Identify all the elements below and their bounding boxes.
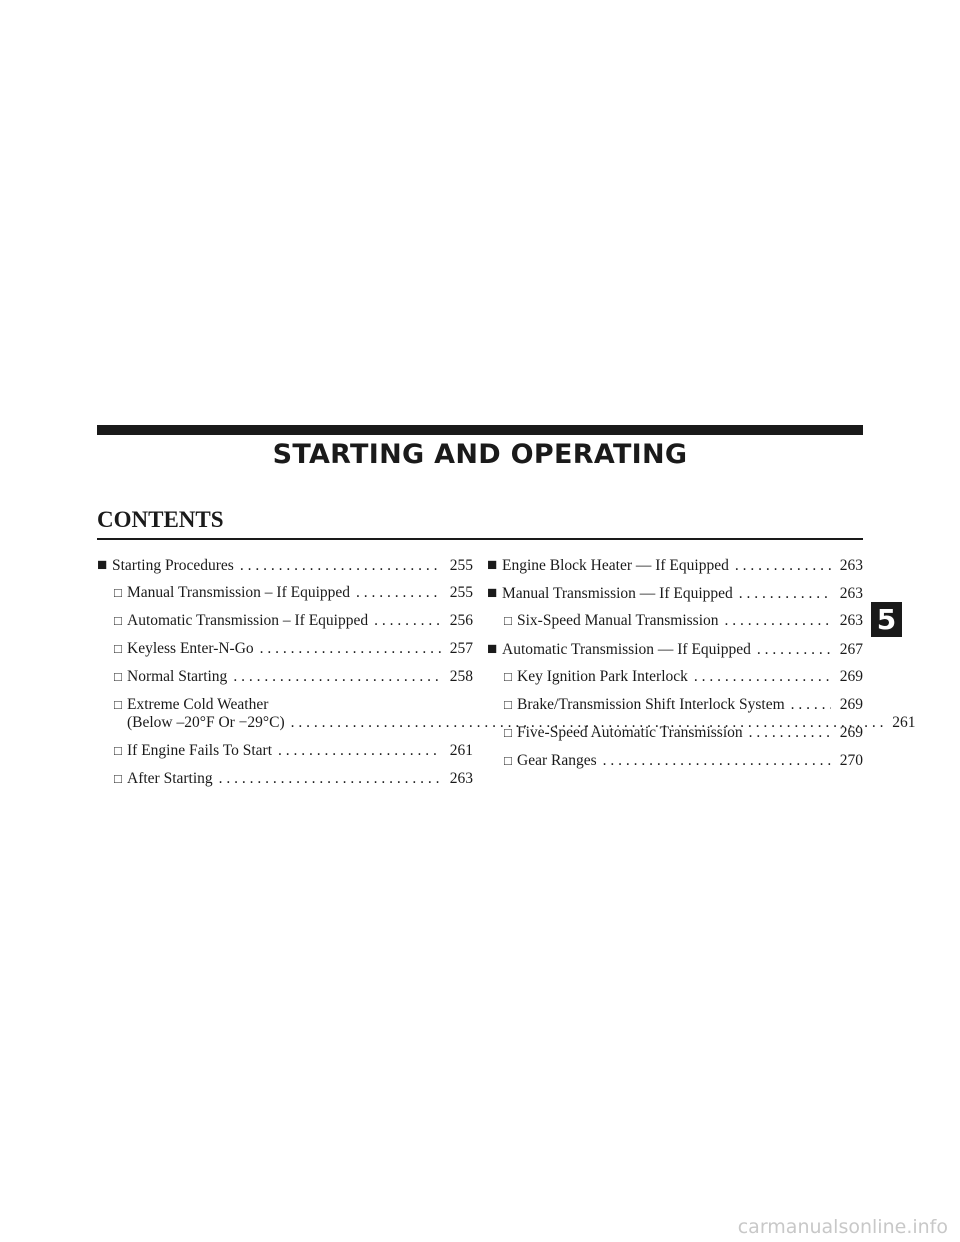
toc-entry-six-speed-manual[interactable] — [487, 612, 863, 640]
toc-entry-page: 255 — [449, 584, 473, 601]
dot-leader — [278, 742, 441, 760]
toc-entry-page: 269 — [839, 724, 863, 741]
toc-entry-five-speed-automatic[interactable] — [487, 724, 863, 752]
hollow-square-icon: □ — [504, 613, 512, 628]
dot-leader — [260, 640, 441, 658]
toc-entry-brake-shift-interlock[interactable] — [487, 696, 863, 724]
toc-entry-label: If Engine Fails To Start — [127, 742, 273, 759]
hollow-square-icon: □ — [114, 641, 122, 656]
chapter-title: STARTING AND OPERATING — [272, 439, 688, 470]
toc-right-column — [487, 556, 863, 780]
toc-entry-label: Automatic Transmission — If Equipped — [502, 641, 751, 658]
toc-entry-page: 261 — [892, 714, 916, 731]
toc-entry-page: 269 — [839, 696, 863, 713]
toc-entry-page: 258 — [449, 668, 473, 685]
toc-entry-page: 263 — [449, 770, 473, 787]
toc-entry-page: 263 — [839, 612, 863, 629]
toc-entry-normal-starting[interactable] — [97, 668, 473, 696]
hollow-square-icon: □ — [114, 697, 122, 712]
toc-entry-label: After Starting — [127, 770, 213, 787]
dot-leader — [233, 668, 441, 686]
toc-entry-automatic-transmission[interactable] — [97, 612, 473, 640]
dot-leader — [725, 612, 831, 630]
dot-leader — [240, 557, 441, 575]
dot-leader — [791, 696, 831, 714]
dot-leader — [694, 668, 831, 686]
toc-entry-page: 270 — [839, 752, 863, 769]
toc-entry-gear-ranges[interactable] — [487, 752, 863, 780]
filled-square-icon: ■ — [487, 583, 498, 602]
hollow-square-icon: □ — [114, 585, 122, 600]
toc-entry-engine-block-heater[interactable] — [487, 556, 863, 584]
toc-entry-page: 257 — [449, 640, 473, 657]
toc-entry-label: Manual Transmission — If Equipped — [502, 585, 733, 602]
chapter-top-rule — [97, 425, 863, 435]
toc-entry-label: Five-Speed Automatic Transmission — [517, 724, 743, 741]
filled-square-icon: ■ — [487, 555, 498, 574]
dot-leader — [749, 724, 831, 742]
toc-entry-key-ignition-park-interlock[interactable] — [487, 668, 863, 696]
toc-entry-label: Normal Starting — [127, 668, 228, 685]
toc-entry-keyless-enter-n-go[interactable] — [97, 640, 473, 668]
hollow-square-icon: □ — [114, 669, 122, 684]
toc-entry-page: 255 — [449, 557, 473, 574]
dot-leader — [374, 612, 441, 630]
hollow-square-icon: □ — [504, 725, 512, 740]
dot-leader — [603, 752, 831, 770]
hollow-square-icon: □ — [114, 743, 122, 758]
toc-entry-label: Engine Block Heater — If Equipped — [502, 557, 729, 574]
toc-entry-page: 256 — [449, 612, 473, 629]
toc-entry-label: Key Ignition Park Interlock — [517, 668, 688, 685]
dot-leader — [356, 584, 441, 602]
dot-leader — [735, 557, 831, 575]
filled-square-icon: ■ — [487, 639, 498, 658]
toc-entry-automatic-transmission-section[interactable] — [487, 640, 863, 668]
watermark: carmanualsonline.info — [737, 1216, 948, 1238]
toc-entry-manual-transmission[interactable] — [97, 584, 473, 612]
dot-leader — [219, 770, 441, 788]
toc-entry-label: Gear Ranges — [517, 752, 597, 769]
hollow-square-icon: □ — [114, 771, 122, 786]
toc-entry-starting-procedures[interactable] — [97, 556, 473, 584]
toc-entry-label: Brake/Transmission Shift Interlock System — [517, 696, 785, 713]
toc-entry-after-starting[interactable] — [97, 770, 473, 798]
dot-leader — [757, 641, 831, 659]
toc-entry-label: Keyless Enter-N-Go — [127, 640, 254, 657]
toc-entry-if-engine-fails-to-start[interactable] — [97, 742, 473, 770]
toc-entry-page: 267 — [839, 641, 863, 658]
toc-entry-manual-transmission-section[interactable] — [487, 584, 863, 612]
toc-entry-label: Extreme Cold Weather — [127, 696, 269, 713]
hollow-square-icon: □ — [504, 669, 512, 684]
toc-entry-label: Manual Transmission – If Equipped — [127, 584, 351, 601]
toc-entry-label: Six-Speed Manual Transmission — [517, 612, 719, 629]
chapter-tab: 5 — [871, 602, 902, 637]
contents-divider — [97, 538, 863, 540]
dot-leader — [739, 585, 831, 603]
toc-entry-page: 261 — [449, 742, 473, 759]
toc-entry-label: Starting Procedures — [112, 557, 234, 574]
toc-entry-page: 263 — [839, 557, 863, 574]
toc-entry-label: Automatic Transmission – If Equipped — [127, 612, 369, 629]
hollow-square-icon: □ — [504, 697, 512, 712]
contents-heading: CONTENTS — [97, 507, 224, 532]
toc-entry-page: 269 — [839, 668, 863, 685]
filled-square-icon: ■ — [97, 555, 108, 574]
toc-entry-label-line2: (Below –20°F Or −29°C) — [127, 714, 285, 731]
toc-entry-page: 263 — [839, 585, 863, 602]
hollow-square-icon: □ — [504, 753, 512, 768]
hollow-square-icon: □ — [114, 613, 122, 628]
